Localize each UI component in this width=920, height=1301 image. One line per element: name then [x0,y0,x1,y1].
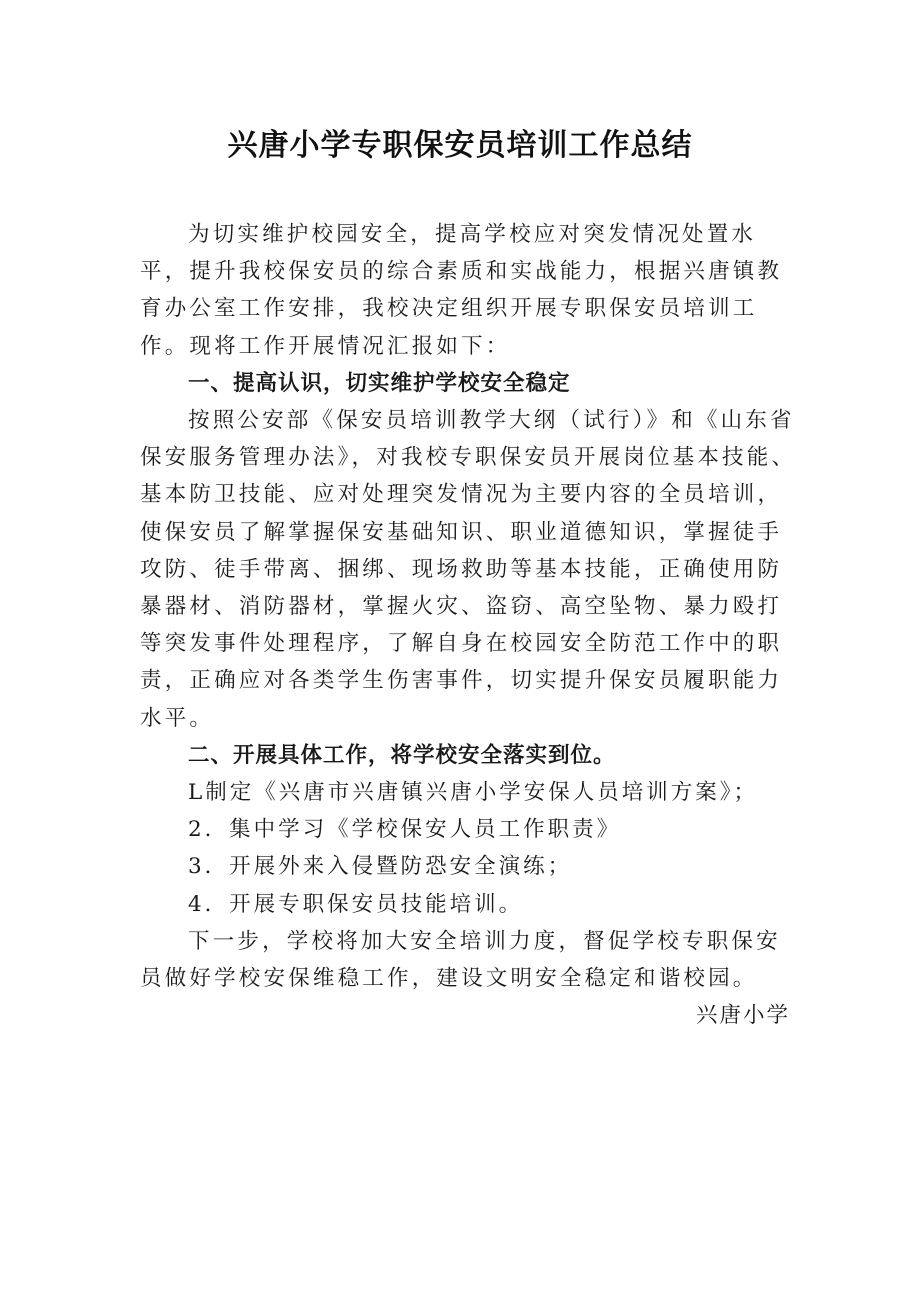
section2-heading: 二、开展具体工作，将学校安全落实到位。 [188,742,616,768]
section1-heading: 一、提高认识，切实维护学校安全稳定 [188,370,571,396]
document-body [140,216,800,1034]
list-item: 2．集中学习《学校保安人员工作职责》 [188,817,622,843]
list-item: 3．开展外来入侵暨防恐安全演练； [188,854,573,880]
signature: 兴唐小学 [695,1003,790,1029]
closing-paragraph: 下一步，学校将加大安全培训力度，督促学校专职保安员做好学校安保维稳工作，建设文明安全稳定和谐校园。 [140,928,781,992]
section1-paragraph: 按照公安部《保安员培训教学大纲（试行）》和《山东省保安服务管理办法》，对我校专职保安员开展岗位基本技能、基本防卫技能、应对处理突发情况为主要内容的全员培训，使保安员了解掌握保安基础知识、职业道德知识，掌握徒手攻防、徒手带离、捆绑、现场救助等基本技能，正确使用防暴器材、消防器材，掌握火灾、盗窃、高空坠物、暴力殴打等突发事件处理程序，了解自身在校园安全防范工作中的职责，正确应对各类学生伤害事件，切实提升保安员履职能力水平。 [140,408,797,731]
intro-paragraph: 为切实维护校园安全，提高学校应对突发情况处置水平，提升我校保安员的综合素质和实战能力，根据兴唐镇教育办公室工作安排，我校决定组织开展专职保安员培训工作。现将工作开展情况汇报如下： [140,222,783,359]
list-item: L制定《兴唐市兴唐镇兴唐小学安保人员培训方案》； [188,780,759,806]
document-title: 兴唐小学专职保安员培训工作总结 [227,128,693,163]
list-item: 4．开展专职保安员技能培训。 [188,891,524,917]
